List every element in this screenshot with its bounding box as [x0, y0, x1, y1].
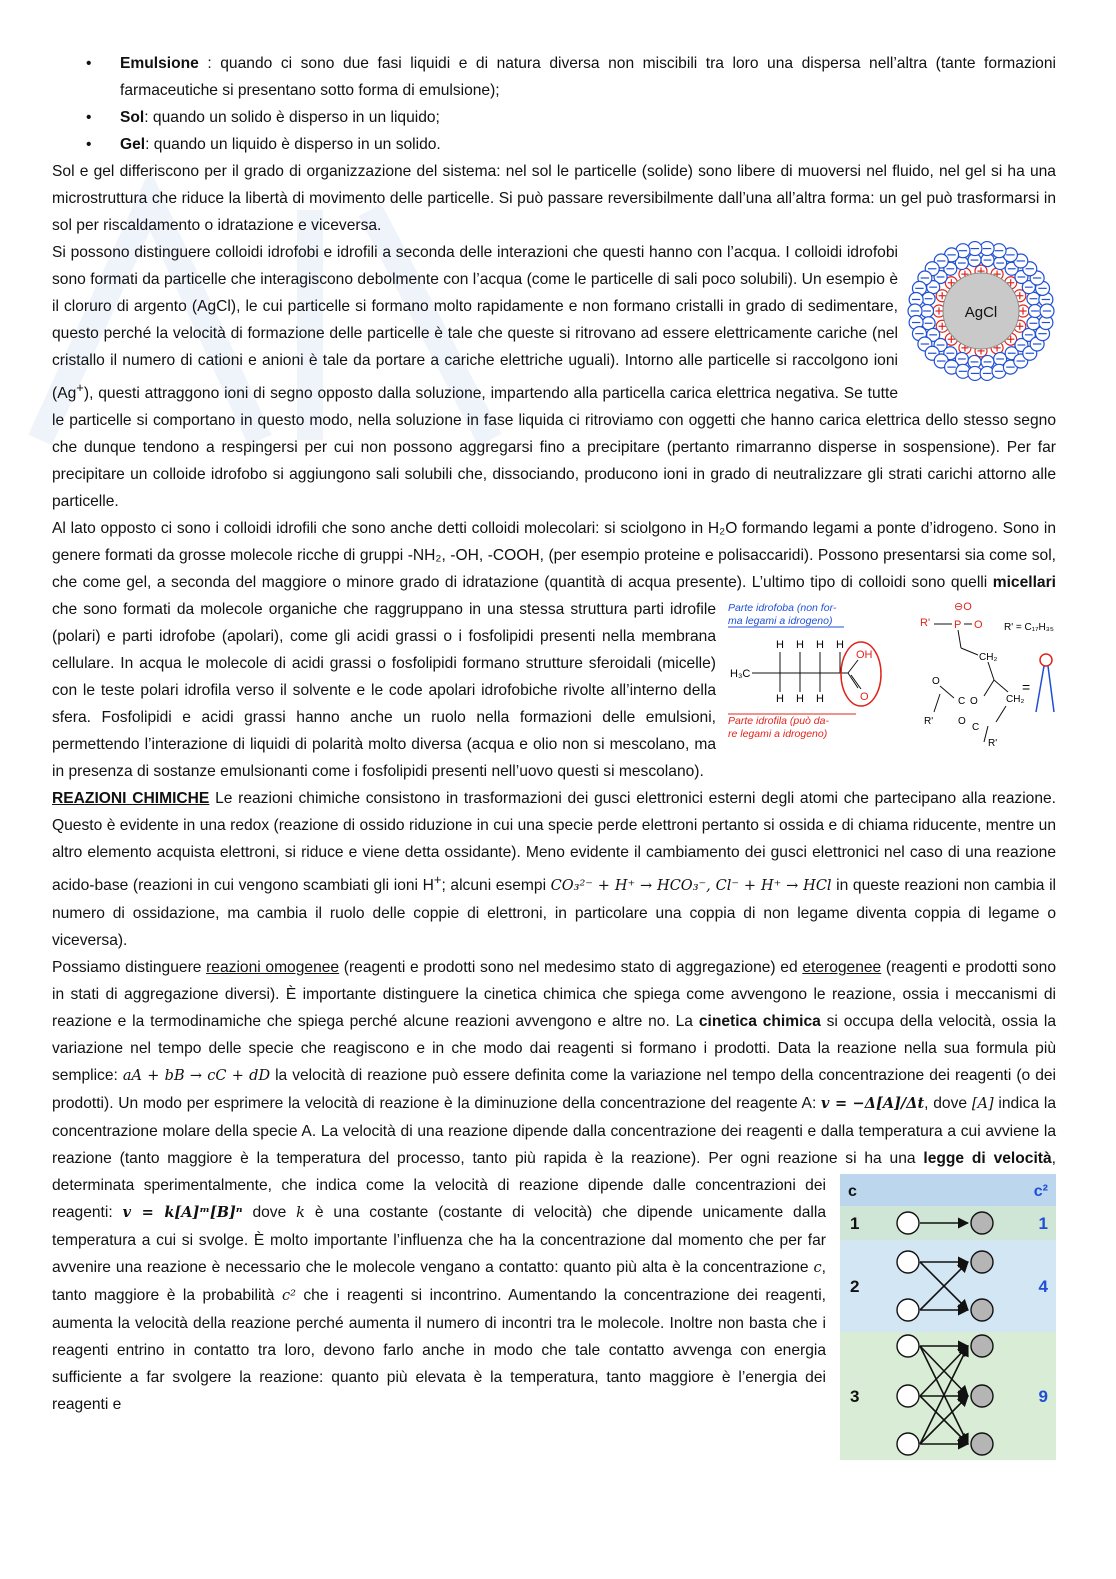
svg-text:P: P — [954, 619, 962, 632]
svg-text:Parte idrofila (può da-: Parte idrofila (può da- — [728, 715, 829, 728]
paragraph-colloidi-idrofobi: AgCl Si possono distinguere colloidi idrofobi e idrofili a seconda delle interazioni che questi hanno con l’acqua. I colloidi idrofobi sono formati da particelle che interagiscono debolmente con l’acqua (come le particelle di sali poco solubili). Un esempio è il cloruro di argento (AgCl), le cui particelle si formano molto rapidamente e non formano cristalli in grado di sedimentare, questo perché la velocità di formazione delle particelle è tale che queste si ritrovano ad essere elettricamente cariche (nel cristallo il numero di cationi e anioni è tale da portare a cariche elettriche uguali). Intorno alle particelle si raccolgono ioni (Ag+), questi attraggono ioni di segno opposto dalla soluzione, impartendo alla particella carica elettrica negativa. Se tutte le particelle si comportano in questo modo, nella soluzione in fase liquida ci ritroviamo con oggetti che hanno carica elettrica dello stesso segno che dunque tendono a respingersi per cui non possono aggregarsi fino a precipitare (pertanto rimarranno disperse in sospensione). Per far precipitare un colloide idrofobo si aggiungono sali solubili che, dissociando, producono ioni in grado di neutralizzare gli strati carichi attorno alle particelle. — [52, 239, 1056, 515]
svg-text:O: O — [958, 716, 966, 728]
paragraph-reazioni-chimiche: REAZIONI CHIMICHE Le reazioni chimiche consistono in trasformazioni dei gusci elettronici esterni degli atomi che partecipano alla reazione. Questo è evidente in una redox (reazione di ossido riduzione in cui una specie perde elettroni pertanto si ossida e di chiama riducente, mentre un altro elemento acquista elettroni, si riduce e viene detta ossidante). Meno evidente il cambiamento dei gusci elettronici nel caso di una reazione acido-base (reazioni in cui vengono scambiati gli ioni H+; alcuni esempi CO₃²⁻ + H⁺ → HCO₃⁻, Cl⁻ + H⁺ → HCl in queste reazioni non cambia il numero di ossidazione, ma cambia il ruolo delle coppie di elettroni, in particolare una coppia di non legame diventa coppia di legame o viceversa). — [52, 790, 1057, 950]
svg-text:R' = C₁₇H₃₅: R' = C₁₇H₃₅ — [1004, 622, 1054, 634]
svg-text:H₃C: H₃C — [730, 668, 751, 681]
row-c-2: 2 — [850, 1277, 860, 1297]
term-gel: Gel — [120, 136, 146, 153]
anion-icon — [1040, 304, 1054, 318]
svg-text:R': R' — [920, 617, 931, 630]
reactant-b-icon — [971, 1251, 993, 1273]
term-emulsione: Emulsione — [120, 55, 199, 72]
svg-text:⊖O: ⊖O — [954, 601, 972, 614]
svg-text:re legami a idrogeno): re legami a idrogeno) — [728, 728, 828, 741]
row-c-3: 3 — [850, 1387, 860, 1407]
bullet-emulsione: • Emulsione : quando ci sono due fasi liquidi e di natura diversa non miscibili tra loro una dispersa nell’altra (tante formazioni farmaceutiche si presentano sotto forma di emulsione); — [52, 50, 1056, 104]
svg-text:R': R' — [988, 738, 998, 750]
micelle-molecule-diagram — [726, 600, 1056, 750]
reactant-a-icon — [897, 1212, 919, 1234]
svg-text:CH₂: CH₂ — [1006, 694, 1025, 706]
document-page — [52, 50, 1056, 1460]
equation-acid-base: CO₃²⁻ + H⁺ → HCO₃⁻, Cl⁻ + H⁺ → HCl — [550, 878, 832, 895]
svg-text:H: H — [776, 639, 784, 652]
reactant-b-icon — [971, 1385, 993, 1407]
svg-text:H: H — [836, 639, 844, 652]
svg-text:H: H — [796, 639, 804, 652]
svg-text:O: O — [860, 691, 869, 704]
reactant-b-icon — [971, 1212, 993, 1234]
svg-text:=: = — [1022, 679, 1031, 696]
svg-text:H: H — [816, 693, 824, 706]
svg-text:O: O — [932, 676, 940, 688]
svg-text:OH: OH — [856, 649, 873, 662]
section-title-reazioni: REAZIONI CHIMICHE — [52, 790, 210, 808]
reactant-a-icon — [897, 1299, 919, 1321]
svg-text:O: O — [974, 619, 983, 632]
svg-text:Parte idrofoba (non for-: Parte idrofoba (non for- — [728, 602, 837, 615]
bullet-sol: • Sol: quando un solido è disperso in un liquido; — [52, 104, 1056, 131]
svg-text:R': R' — [924, 716, 934, 728]
svg-text:C: C — [958, 696, 966, 708]
concentration-collision-diagram — [840, 1174, 1056, 1460]
row-c2-2: 4 — [1038, 1277, 1048, 1297]
bullet-gel: • Gel: quando un liquido è disperso in un solido. — [52, 131, 1056, 158]
row-c2-3: 9 — [1038, 1387, 1048, 1407]
reactant-a-icon — [897, 1385, 919, 1407]
header-c: c — [848, 1183, 857, 1201]
svg-text:ma legami a idrogeno): ma legami a idrogeno) — [728, 615, 833, 628]
reactant-a-icon — [897, 1335, 919, 1357]
paragraph-colloidi-idrofili: Al lato opposto ci sono i colloidi idrofili che sono anche detti colloidi molecolari: si sciolgono in H₂O formando legami a ponte d’idrogeno. Sono in genere formati da grosse molecole ricche di gruppi -NH₂, -OH, -COOH, (per esempio proteine e polisaccaridi). Possono presentarsi sia come sol, che come gel, a seconda del maggiore o minore grado di idratazione (quantità di acqua presente). L’ultimo tipo di colloidi sono quelli Parte idrofoba (non for- ma legami a idrogeno) H₃C H H H H H H H OH O Parte idrofila (può da- re legami a idrogeno) R' ⊖O P O R' = C₁₇H₃₅ CH₂ C O CH₂ O R' C O R' = micellari che sono formati da molecole organiche che raggruppano in una stessa struttura parti idrofile (polari) e parti idrofobe (apolari), come gli acidi grassi o i fosfolipidi presenti nella membrana cellulare. In acqua le molecole di acidi grassi o fosfolipidi formano strutture sferoidali (micelle) con le teste polari idrofila verso il solvente e le code apolari idrofobiche rivolte all’interno della sfera. Fosfolipidi e acidi grassi hanno anche un ruolo nella formazioni delle emulsioni, permettendo l’interazione di liquidi di polarità molto diversa (acqua e olio non si mescolano, ma in presenza di sostanze emulsionanti come i fosfolipidi presenti nell’uovo questi si mescolano). — [52, 520, 1056, 781]
reactant-a-icon — [897, 1433, 919, 1455]
row-c2-1: 1 — [1038, 1214, 1048, 1234]
svg-text:C: C — [972, 722, 980, 734]
paragraph-sol-gel: Sol e gel differiscono per il grado di organizzazione del sistema: nel sol le particelle (solide) sono libere di muoversi nel fluido, nel gel si ha una microstruttura che riduce la libertà di movimento delle particelle. Si può passare reversibilmente dall’una all’altra forma: un gel può trasformarsi in sol per riscaldamento o idratazione e viceversa. — [52, 163, 1056, 234]
band-0 — [840, 1174, 1056, 1206]
reactant-b-icon — [971, 1335, 993, 1357]
svg-text:H: H — [816, 639, 824, 652]
svg-text:CH₂: CH₂ — [979, 652, 998, 664]
row-c-1: 1 — [850, 1214, 860, 1234]
band-2 — [840, 1240, 1056, 1332]
term-sol: Sol — [120, 109, 145, 126]
header-c2: c² — [1033, 1183, 1048, 1201]
reactant-b-icon — [971, 1433, 993, 1455]
svg-text:H: H — [796, 693, 804, 706]
paragraph-cinetica: Possiamo distinguere reazioni omogenee (reagenti e prodotti sono nel medesimo stato di aggregazione) ed eterogenee (reagenti e prodotti sono in stati di aggregazione diversi). È importante distinguere la cinetica chimica che spiega come avvengono le reazione, ossia i meccanismi di reazione e la termodinamiche che spiega perché alcune reazioni avvengono e altre no. La cinetica chimica si occupa della velocità, ossia la variazione nel tempo delle specie che reagiscono e in che modo dai reagenti si formano i prodotti. Data la reazione nella sua formula più semplice: aA + bB → cC + dD la velocità di reazione può essere definita come la variazione nel tempo della concentrazione dei reagenti (o dei prodotti). Un modo per esprimere la velocità di reazione è la diminuzione della concentrazione del reagente A: v = −Δ[A]/Δt, dove [A] indica la concentrazione molare della specie A. La velocità di una reazione dipende dalla concentrazione dei reagenti e dalla temperatura a cui avviene la reazione (tanto maggiore è la temperatura del processo, tanto più rapida è la reazione). Per ogni reazione si ha una c c² 1 1 2 4 3 9 legge di velocità, determinata sperimentalmente, che indica come la velocità di reazione dipende dalle concentrazioni dei reagenti: v = k[A]ᵐ[B]ⁿ dove k è una costante (costante di velocità) che dipende unicamente dalla temperatura a cui si svolge. È molto importante l’influenza che ha la concentrazione dal momento che per far avvenire una reazione è necessario che le molecole vengano a contatto: quanto più alta è la concentrazione c, tanto maggiore è la probabilità c² che i reagenti si incontrino. Aumentando la concentrazione dei reagenti, aumenta la velocità della reazione perché aumenta il numero di incontri tra le molecole. Inoltre non basta che i reagenti entrino in contatto tra loro, devono farlo anche in modo che tale contatto avvenga con energia sufficiente a far svolgere la reazione: quanto più elevata è la temperatura, tanto maggiore è l’energia dei reagenti e — [52, 954, 1056, 1418]
svg-text:H: H — [776, 693, 784, 706]
agcl-label: AgCl — [964, 304, 998, 321]
svg-text:O: O — [970, 696, 978, 708]
reactant-b-icon — [971, 1299, 993, 1321]
agcl-colloid-diagram — [906, 241, 1056, 381]
reactant-a-icon — [897, 1251, 919, 1273]
term-micellari: micellari — [992, 574, 1056, 592]
